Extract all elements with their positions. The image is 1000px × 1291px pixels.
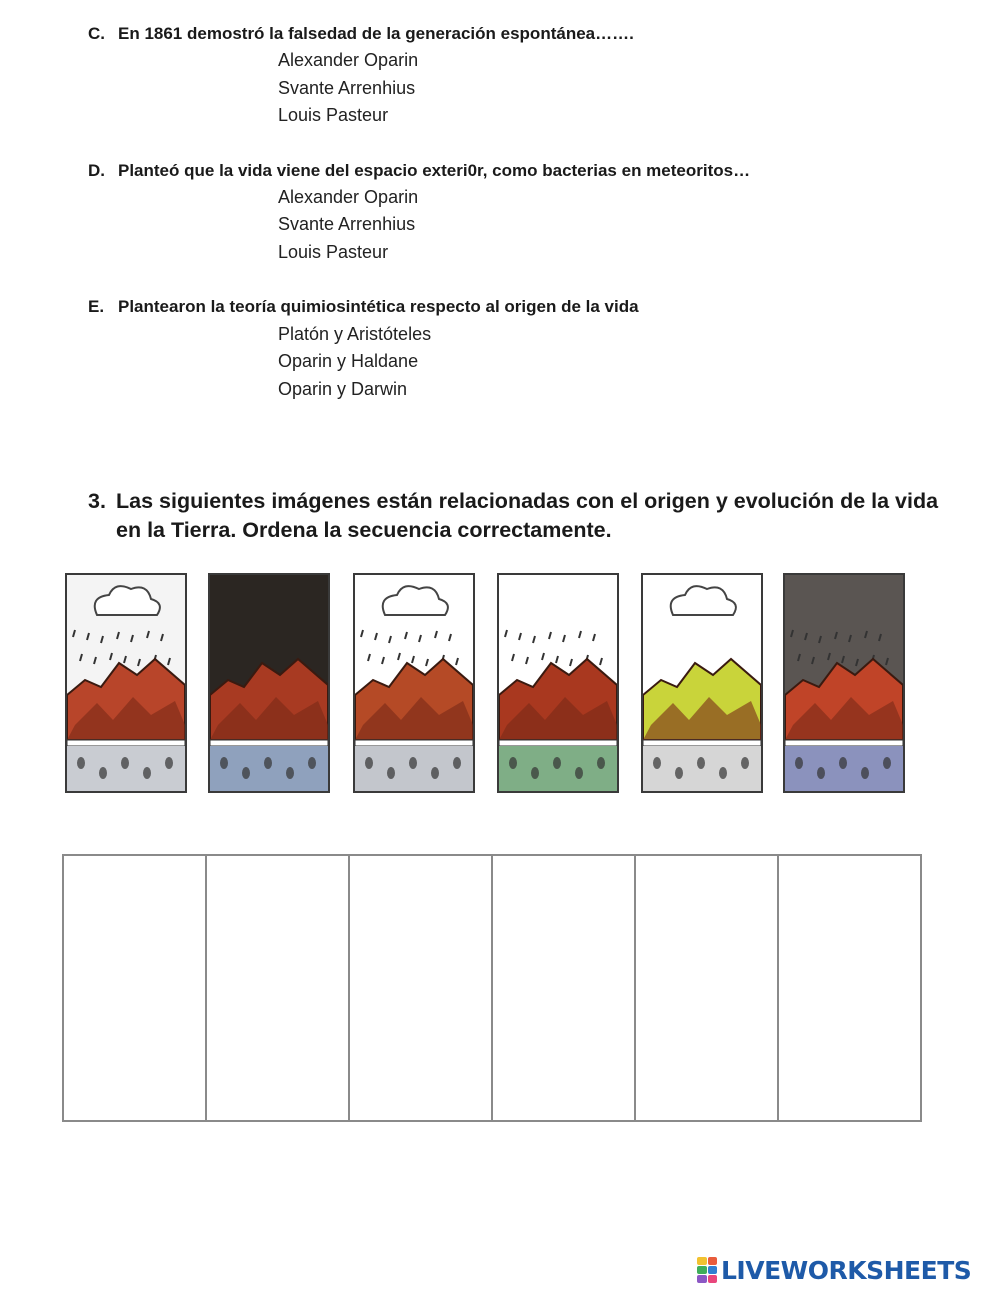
option-label: Louis Pasteur	[278, 105, 389, 125]
answer-drop-cell-6[interactable]	[779, 856, 920, 1120]
liveworksheets-logo	[697, 1255, 971, 1285]
logo-mark-icon	[697, 1257, 717, 1283]
option-label: Louis Pasteur	[278, 242, 389, 262]
panel-rain-volcano-illustration	[67, 575, 185, 791]
question-3-text: Las siguientes imágenes están relacionadas con el origen y evolución de la vida en la Tierra. Ordena la secuencia correctamente.	[116, 489, 939, 542]
option-label: Oparin y Haldane	[278, 351, 419, 371]
question-3	[88, 487, 968, 545]
image-panel-4[interactable]	[497, 573, 619, 793]
answer-grid	[62, 854, 922, 1122]
option-label: Svante Arrenhius	[278, 78, 416, 98]
option-label: Alexander Oparin	[278, 187, 419, 207]
question-letter: D.	[88, 161, 105, 180]
panel-cells-sea-illustration	[499, 575, 617, 791]
panel-dark-volcano-illustration	[210, 575, 328, 791]
panel-storm-sea-illustration	[785, 575, 903, 791]
image-panel-3[interactable]	[353, 573, 475, 793]
option-label: Svante Arrenhius	[278, 214, 416, 234]
question-text: En 1861 demostró la falsedad de la generación espontánea…….	[118, 24, 634, 43]
question-letter: E.	[88, 297, 105, 316]
image-panel-1[interactable]	[65, 573, 187, 793]
logo-text: LIVEWORKSHEETS	[721, 1255, 972, 1285]
question-c-prompt	[88, 24, 634, 44]
answer-drop-cell-2[interactable]	[207, 856, 350, 1120]
option-label: Platón y Aristóteles	[278, 324, 432, 344]
question-e-prompt	[88, 297, 639, 317]
answer-drop-cell-3[interactable]	[350, 856, 493, 1120]
question-letter: C.	[88, 24, 105, 43]
panel-vegetation-illustration	[643, 575, 761, 791]
answer-drop-cell-5[interactable]	[636, 856, 779, 1120]
image-panel-5[interactable]	[641, 573, 763, 793]
question-d-prompt	[88, 161, 750, 181]
panel-clouds-volcano-illustration	[355, 575, 473, 791]
answer-drop-cell-1[interactable]	[64, 856, 207, 1120]
option-label: Alexander Oparin	[278, 50, 419, 70]
answer-drop-cell-4[interactable]	[493, 856, 636, 1120]
question-text: Plantearon la teoría quimiosintética respecto al origen de la vida	[118, 297, 639, 316]
image-panel-2[interactable]	[208, 573, 330, 793]
image-panel-6[interactable]	[783, 573, 905, 793]
option-label: Oparin y Darwin	[278, 379, 408, 399]
question-number: 3.	[88, 489, 106, 513]
question-text: Planteó que la vida viene del espacio exteri0r, como bacterias en meteoritos…	[118, 161, 751, 180]
